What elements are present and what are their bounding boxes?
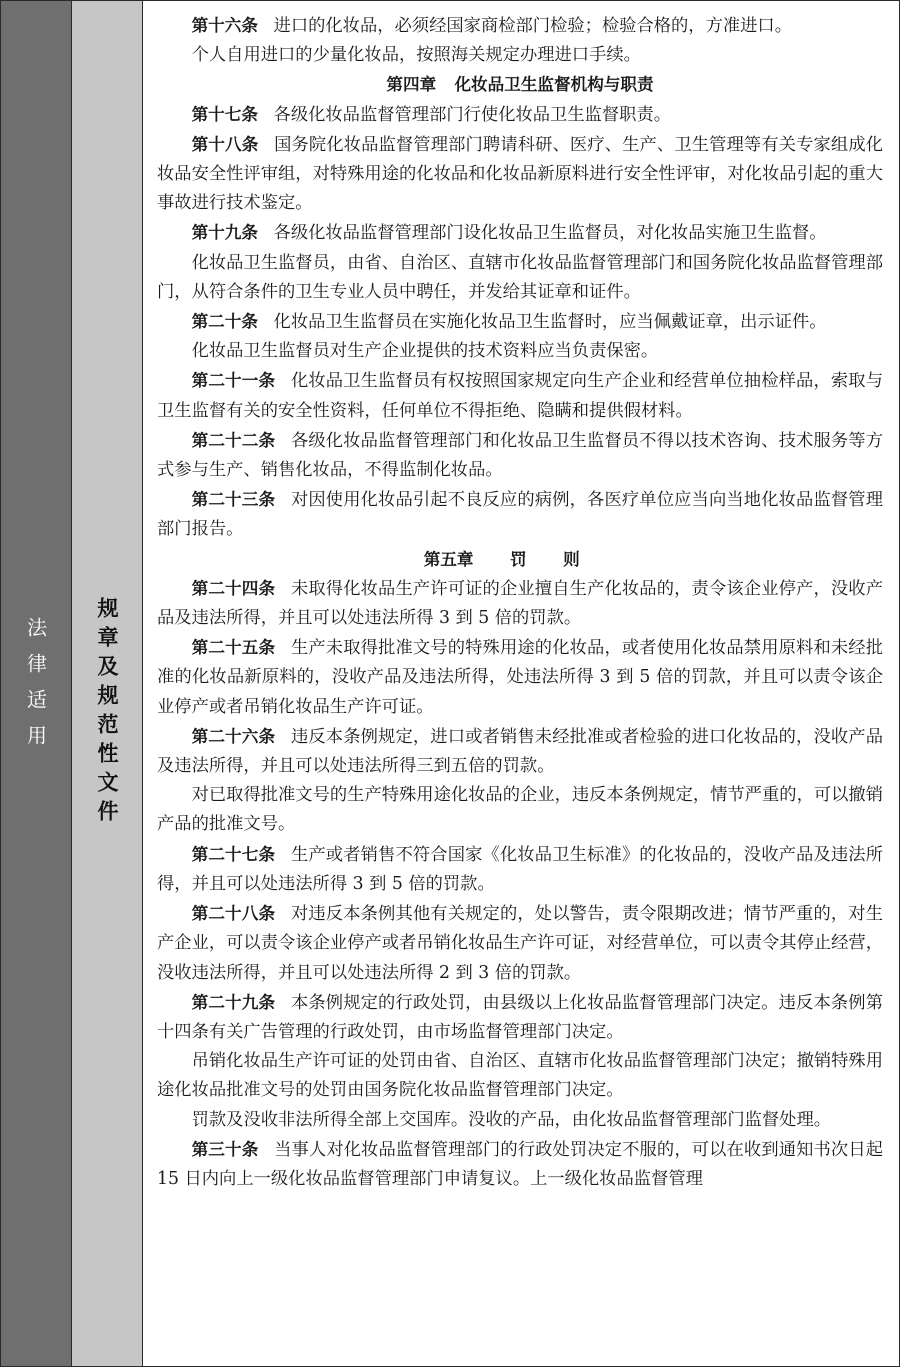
article-text: 未取得化妆品生产许可证的企业擅自生产化妆品的，责令该企业停产，没收产品及违法所得，并且可以处违法所得 3 到 5 倍的罚款。 [157,578,883,629]
article-26 [157,722,883,781]
article-number: 第二十六条 [191,726,276,746]
article-number: 第二十九条 [191,992,276,1012]
article-number: 第二十一条 [191,371,276,391]
article-text: 化妆品卫生监督员在实施化妆品卫生监督时，应当佩戴证章，出示证件。 [273,312,827,333]
article-text: 国务院化妆品监督管理部门聘请科研、医疗、生产、卫生管理等有关专家组成化妆品安全性评审组，对特殊用途的化妆品和化妆品新原料进行安全性评审，对化妆品引起的重大事故进行技术鉴定。 [157,134,883,214]
chapter-title: 化妆品卫生监督机构与职责 [454,75,654,95]
article-number: 第二十二条 [191,430,276,450]
chapter-4-heading [157,70,883,99]
article-text: 对因使用化妆品引起不良反应的病例，各医疗单位应当向当地化妆品监督管理部门报告。 [157,490,883,540]
article-text: 各级化妆品监督管理部门行使化妆品卫生监督职责。 [273,104,672,125]
paragraph-text: 个人自用进口的少量化妆品，按照海关规定办理进口手续。 [191,45,641,66]
article-text: 化妆品卫生监督员有权按照国家规定向生产企业和经营单位抽检样品，索取与卫生监督有关的安全性资料，任何单位不得拒绝、隐瞒和提供假材料。 [157,371,883,421]
chapter-number: 第五章 [423,549,474,569]
article-30 [157,1135,883,1194]
subcategory-label: 规章及规范性文件 [95,596,119,829]
article-number: 第十九条 [191,223,258,243]
article-number: 第十六条 [191,16,258,35]
paragraph-text: 罚款及没收非法所得全部上交国库。没收的产品，由化妆品监督管理部门监督处理。 [191,1109,832,1130]
article-17 [157,100,883,130]
article-29-paragraph-2 [157,1047,883,1105]
chapter-5-heading [157,545,883,574]
paragraph-text: 对已取得批准文号的生产特殊用途化妆品的企业，违反本条例规定，情节严重的，可以撤销产品的批准文号。 [157,785,883,835]
article-text: 生产或者销售不符合国家《化妆品卫生标准》的化妆品的，没收产品及违法所得，并且可以处违法所得 3 到 5 倍的罚款。 [157,844,883,894]
paragraph-text: 化妆品卫生监督员对生产企业提供的技术资料应当负责保密。 [191,341,659,362]
article-19 [157,218,883,248]
article-29-paragraph-3 [157,1106,883,1135]
category-label: 法律适用 [23,616,48,761]
article-25 [157,633,883,722]
article-20-paragraph-2 [157,337,883,366]
article-number: 第三十条 [191,1139,259,1159]
article-20 [157,307,883,337]
article-16 [157,11,883,41]
article-22 [157,426,883,485]
article-number: 第二十七条 [191,844,276,864]
regulation-content [143,1,899,1366]
article-number: 第二十条 [191,312,258,332]
category-column [1,1,72,1366]
article-27 [157,840,883,899]
chapter-number: 第四章 [386,75,437,95]
article-18 [157,130,883,219]
article-text: 违反本条例规定，进口或者销售未经批准或者检验的进口化妆品的，没收产品及违法所得，并且可以处违法所得三到五倍的罚款。 [157,726,883,777]
article-text: 对违反本条例其他有关规定的，处以警告，责令限期改进；情节严重的，对生产企业，可以责令该企业停产或者吊销化妆品生产许可证，对经营单位，可以责令其停止经营，没收违法所得，并且可以处违法所得 2 到 3 倍的罚款。 [157,904,883,983]
article-24 [157,574,883,633]
article-19-paragraph-2 [157,249,883,307]
article-number: 第十八条 [191,134,259,154]
article-number: 第二十四条 [191,578,276,598]
article-text: 本条例规定的行政处罚，由县级以上化妆品监督管理部门决定。违反本条例第十四条有关广告管理的行政处罚，由市场监督管理部门决定。 [157,992,883,1042]
paragraph-text: 吊销化妆品生产许可证的处罚由省、自治区、直辖市化妆品监督管理部门决定；撤销特殊用途化妆品批准文号的处罚由国务院化妆品监督管理部门决定。 [157,1051,883,1101]
article-text: 各级化妆品监督管理部门设化妆品卫生监督员，对化妆品实施卫生监督。 [273,223,827,244]
article-text: 各级化妆品监督管理部门和化妆品卫生监督员不得以技术咨询、技术服务等方式参与生产、销售化妆品，不得监制化妆品。 [157,430,883,481]
chapter-title: 罚则 [510,549,617,569]
article-number: 第十七条 [191,104,258,124]
article-16-paragraph-2 [157,41,883,70]
article-23 [157,485,883,544]
article-26-paragraph-2 [157,781,883,839]
article-number: 第二十五条 [191,638,276,658]
paragraph-text: 化妆品卫生监督员，由省、自治区、直辖市化妆品监督管理部门和国务院化妆品监督管理部门，从符合条件的卫生专业人员中聘任，并发给其证章和证件。 [157,252,883,302]
article-number: 第二十三条 [191,490,276,510]
article-21 [157,366,883,425]
article-29 [157,988,883,1047]
article-text: 进口的化妆品，必须经国家商检部门检验；检验合格的，方准进口。 [273,16,792,36]
article-text: 生产未取得批准文号的特殊用途的化妆品，或者使用化妆品禁用原料和未经批准的化妆品新原料的，没收产品及违法所得，处违法所得 3 到 5 倍的罚款，并且可以责令该企业停产或者吊销化妆品生产许可证。 [157,638,883,717]
subcategory-column [72,1,143,1366]
article-number: 第二十八条 [191,904,276,924]
article-text: 当事人对化妆品监督管理部门的行政处罚决定不服的，可以在收到通知书次日起 15 日内向上一级化妆品监督管理部门申请复议。上一级化妆品监督管理 [157,1139,883,1189]
article-28 [157,899,883,988]
